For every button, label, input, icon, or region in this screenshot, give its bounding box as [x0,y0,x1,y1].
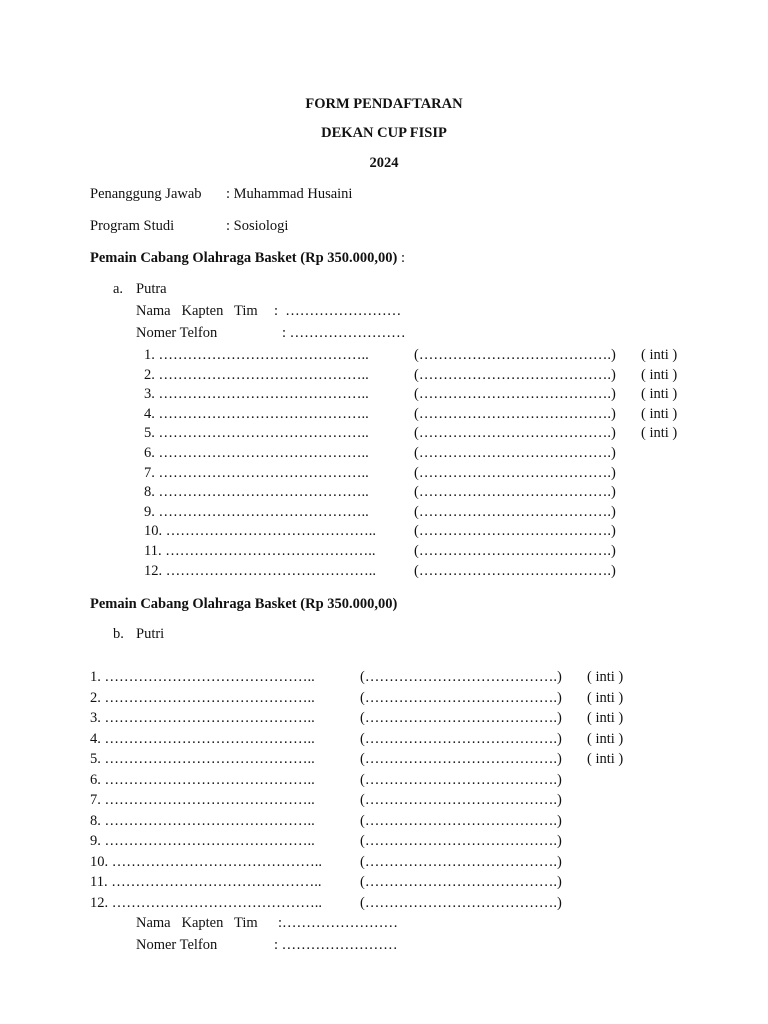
player-paren-line: (………………………………….) [414,386,616,403]
player-inti-tag: ( inti ) [641,425,678,442]
putri-captain-label: Nama Kapten Tim [136,915,258,931]
player-name-line: 7. …………………………………….. [144,464,369,481]
putra-item-label: Putra [136,281,167,297]
player-inti-tag: ( inti ) [587,751,624,767]
player-paren-line: (………………………………….) [414,543,616,559]
player-name-line: 2. …………………………………….. [144,366,369,383]
putra-captain-value: : …………………… [274,303,402,319]
player-name-line: 10. …………………………………….. [144,523,376,540]
prodi-label: Program Studi [90,218,175,234]
player-paren-line: (………………………………….) [360,894,562,911]
form-title: FORM PENDAFTARAN [305,96,463,112]
player-paren-line: (………………………………….) [360,853,562,870]
player-paren-line: (………………………………….) [414,425,616,442]
player-name-line: 6. …………………………………….. [144,445,369,461]
putra-item-marker: a. [113,281,124,297]
player-name-line: 4. …………………………………….. [144,405,369,422]
section-putra-heading-suffix: : [397,250,405,266]
player-name-line: 11. …………………………………….. [90,874,322,890]
player-inti-tag: ( inti ) [641,405,678,422]
player-name-line: 1. …………………………………….. [144,347,369,363]
player-paren-line: (………………………………….) [414,503,616,520]
player-paren-line: (………………………………….) [414,405,616,422]
player-inti-tag: ( inti ) [641,366,678,383]
player-inti-tag: ( inti ) [641,347,678,363]
player-name-line: 2. …………………………………….. [90,689,315,706]
player-paren-line: (………………………………….) [360,792,562,808]
player-paren-line: (………………………………….) [360,874,562,890]
player-name-line: 12. …………………………………….. [144,562,376,579]
player-paren-line: (………………………………….) [414,445,616,461]
player-name-line: 7. …………………………………….. [90,792,315,808]
player-name-line: 12. …………………………………….. [90,894,322,911]
player-paren-line: (………………………………….) [360,751,562,767]
player-name-line: 10. …………………………………….. [90,853,322,870]
player-name-line: 11. …………………………………….. [144,543,376,559]
player-name-line: 5. …………………………………….. [144,425,369,442]
player-inti-tag: ( inti ) [641,386,678,403]
putri-captain-value: :…………………… [278,915,399,931]
player-name-line: 8. …………………………………….. [90,812,315,829]
player-name-line: 9. …………………………………….. [90,833,315,849]
player-paren-line: (………………………………….) [360,771,562,788]
event-title: DEKAN CUP FISIP [321,125,447,141]
section-putri-heading: Pemain Cabang Olahraga Basket (Rp 350.000,00) [90,596,398,612]
player-paren-line: (………………………………….) [414,523,616,540]
year-title: 2024 [369,155,399,171]
putra-phone-value: : …………………… [282,325,406,341]
section-putra-heading [90,251,405,266]
player-name-line: 6. …………………………………….. [90,771,315,788]
player-paren-line: (………………………………….) [414,366,616,383]
player-name-line: 8. …………………………………….. [144,484,369,501]
player-paren-line: (………………………………….) [360,812,562,829]
pj-value: : Muhammad Husaini [226,186,353,202]
putra-captain-label: Nama Kapten Tim [136,303,258,319]
player-name-line: 9. …………………………………….. [144,503,369,520]
player-name-line: 3. …………………………………….. [144,386,369,403]
player-paren-line: (………………………………….) [360,833,562,849]
putri-phone-label: Nomer Telfon [136,937,218,953]
putra-phone-label: Nomer Telfon [136,325,218,341]
player-paren-line: (………………………………….) [414,562,616,579]
player-paren-line: (………………………………….) [360,730,562,747]
player-name-line: 4. …………………………………….. [90,730,315,747]
player-paren-line: (………………………………….) [414,484,616,501]
player-name-line: 3. …………………………………….. [90,710,315,726]
player-paren-line: (………………………………….) [360,710,562,726]
putri-phone-value: : …………………… [274,937,398,953]
prodi-value: : Sosiologi [226,218,289,234]
player-paren-line: (………………………………….) [414,347,616,363]
player-paren-line: (………………………………….) [360,689,562,706]
player-paren-line: (………………………………….) [414,464,616,481]
player-inti-tag: ( inti ) [587,689,624,706]
putri-item-label: Putri [136,626,165,642]
player-paren-line: (………………………………….) [360,669,562,685]
pj-label: Penanggung Jawab [90,186,202,202]
section-putra-heading-text: Pemain Cabang Olahraga Basket (Rp 350.000,00) [90,250,398,266]
player-inti-tag: ( inti ) [587,669,624,685]
player-name-line: 1. …………………………………….. [90,669,315,685]
player-inti-tag: ( inti ) [587,710,624,726]
putri-item-marker: b. [113,626,124,642]
player-name-line: 5. …………………………………….. [90,751,315,767]
player-inti-tag: ( inti ) [587,730,624,747]
